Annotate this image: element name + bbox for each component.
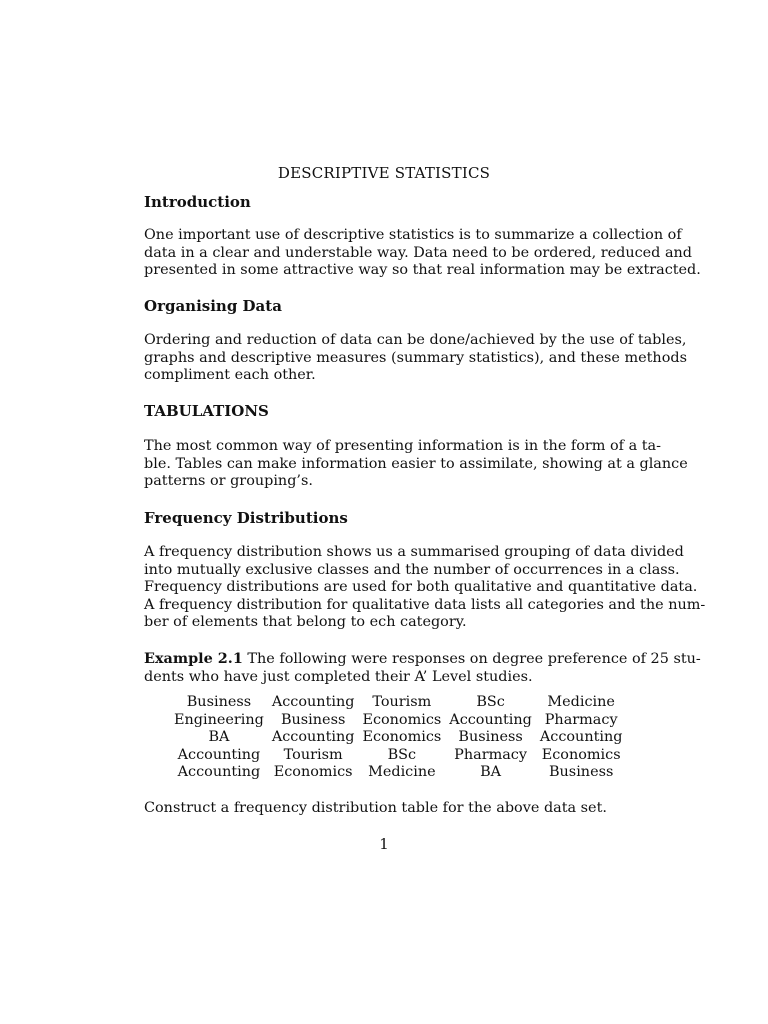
text-line: graphs and descriptive measures (summary statistics), and these methods [144, 349, 687, 366]
table-cell: Tourism [372, 694, 432, 710]
text-line: data in a clear and understable way. Data need to be ordered, reduced and [144, 244, 693, 261]
text-line: The most common way of presenting information is in the form of a ta- [144, 438, 661, 454]
table-row [170, 694, 626, 712]
table-cell: Pharmacy [544, 711, 618, 728]
page-title: DESCRIPTIVE STATISTICS [277, 164, 491, 182]
page-number: 1 [379, 835, 389, 853]
text-line: One important use of descriptive statistics is to summarize a collection of [144, 227, 682, 243]
table-cell: Economics [541, 746, 621, 763]
table-cell: Accounting [449, 711, 532, 728]
table-cell: Accounting [177, 764, 261, 781]
table-cell: Medicine [368, 764, 436, 781]
table-row [170, 764, 626, 782]
table-cell: Business [548, 764, 614, 781]
text-line: dents who have just completed their A’ Level studies. [144, 668, 533, 685]
table-cell: Medicine [547, 694, 615, 710]
table-row [170, 729, 626, 747]
table-cell: Business [458, 729, 523, 746]
text-line: Frequency distributions are used for both qualitative and quantitative data. [144, 579, 698, 596]
table-cell: Engineering [174, 711, 264, 728]
table-cell: Economics [362, 729, 442, 746]
paragraph-construct [144, 800, 645, 818]
heading-tabulations: TABULATIONS [144, 402, 269, 420]
text-line: compliment each other. [144, 367, 316, 384]
table-cell: Business [186, 694, 252, 710]
text-line: A frequency distribution for qualitative data lists all categories and the num- [144, 596, 706, 613]
heading-introduction: Introduction [144, 193, 251, 211]
table-cell: Accounting [177, 746, 261, 763]
paragraph-frequency-distributions [144, 544, 706, 632]
text-line [144, 650, 701, 669]
table-cell: Business [280, 711, 346, 728]
text-line: ber of elements that belong to ech category. [144, 614, 467, 631]
table-cell: Economics [273, 764, 353, 781]
paragraph-introduction [144, 227, 701, 280]
example-label: Example 2.1 [144, 650, 243, 667]
paragraph-example [144, 650, 701, 686]
text-line: A frequency distribution shows us a summarised grouping of data divided [144, 544, 684, 560]
data-table [170, 694, 626, 782]
paragraph-organising-data [144, 332, 687, 385]
text-line: ble. Tables can make information easier to assimilate, showing at a glance [144, 455, 688, 472]
table-cell: Accounting [271, 729, 355, 746]
table-cell: Accounting [539, 729, 623, 746]
table-cell: Accounting [271, 694, 355, 710]
table-cell: Pharmacy [454, 746, 527, 763]
text-line: into mutually exclusive classes and the number of occurrences in a class. [144, 561, 680, 578]
table-cell: BA [480, 764, 502, 781]
heading-frequency-distributions: Frequency Distributions [144, 509, 348, 527]
table-cell: BA [208, 729, 230, 746]
table-row [170, 747, 626, 765]
text-line: presented in some attractive way so that real information may be extracted. [144, 262, 701, 279]
paragraph-tabulations [144, 438, 688, 491]
table-row [170, 712, 626, 730]
text-line: Construct a frequency distribution table for the above data set. [144, 800, 607, 816]
table-cell: BSc [476, 694, 505, 710]
table-cell: Tourism [283, 746, 343, 763]
heading-organising-data: Organising Data [144, 297, 282, 315]
example-text: The following were responses on degree preference of 25 stu- [242, 651, 701, 667]
table-cell: Economics [362, 711, 442, 728]
text-line: patterns or grouping’s. [144, 473, 313, 490]
text-line: Ordering and reduction of data can be done/achieved by the use of tables, [144, 332, 687, 348]
table-cell: BSc [387, 746, 417, 763]
